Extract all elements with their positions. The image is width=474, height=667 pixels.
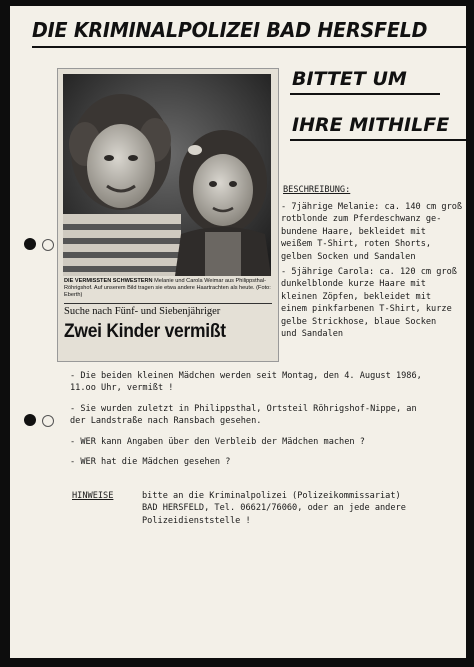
- bullet-line: - WER kann Angaben über den Verbleib der Mädchen machen ?: [70, 436, 365, 447]
- photo-credit: (Foto: Eberth): [64, 285, 271, 298]
- bullet-item: [70, 456, 422, 468]
- description-line: gelben Socken und Sandalen: [281, 251, 416, 262]
- title-underline: [32, 46, 466, 48]
- hints-line: bitte an die Kriminalpolizei (Polizeikommissariat): [142, 491, 401, 501]
- bullet-item: [70, 403, 422, 428]
- description-line: - 5jährige Carola: ca. 120 cm groß: [281, 267, 457, 278]
- bullet-line: - Sie wurden zuletzt in Philippsthal, Ortsteil Röhrigshof-Nippe, an: [70, 403, 417, 414]
- title-line-2-underline: [290, 93, 440, 95]
- description-line: einem pinkfarbenen T-Shirt, kurze: [281, 304, 452, 315]
- description-line: bundene Haare, bekleidet mit: [281, 226, 426, 237]
- description-line: weißem T-Shirt, roten Shorts,: [281, 239, 432, 250]
- hints-line: BAD HERSFELD, Tel. 06621/76060, oder an jede andere: [142, 503, 406, 514]
- title-line-2: BITTET UM: [292, 68, 407, 90]
- punch-hole: [42, 415, 54, 427]
- title-line-3: IHRE MITHILFE: [292, 114, 450, 136]
- description-line: dunkelblonde kurze Haare mit: [281, 279, 426, 290]
- description-line: kleinen Zöpfen, bekleidet mit: [281, 291, 432, 302]
- photo-caption: [64, 278, 274, 299]
- police-notice-page: [10, 6, 466, 658]
- missing-sisters-photo: [63, 74, 271, 276]
- bullet-item: [70, 370, 422, 395]
- description-heading: BESCHREIBUNG:: [283, 185, 351, 195]
- title-line-1: DIE KRIMINALPOLIZEI BAD HERSFELD: [32, 18, 428, 42]
- bullet-line: 11.oo Uhr, vermißt !: [70, 383, 174, 394]
- sisters-photo-image: [63, 74, 271, 276]
- bullet-line: - WER hat die Mädchen gesehen ?: [70, 457, 231, 468]
- hints-line: Polizeidienststelle !: [142, 515, 251, 526]
- title-line-3-underline: [290, 139, 466, 141]
- description-line: gelbe Strickhose, blaue Socken: [281, 316, 437, 327]
- clipping-subhead: Suche nach Fünf- und Siebenjähriger: [64, 306, 221, 317]
- punch-hole: [24, 238, 36, 250]
- punch-hole: [42, 239, 54, 251]
- bullet-item: [70, 436, 422, 448]
- punch-hole: [24, 414, 36, 426]
- description-line: und Sandalen: [281, 329, 344, 340]
- caption-head: DIE VERMISSTEN SCHWESTERN: [64, 278, 153, 284]
- description-block: [281, 201, 462, 340]
- newspaper-clipping: [57, 68, 279, 362]
- caption-text: Melanie und Carola Weimar aus Philippsthal-Röhrigshof. Auf unserem Bild tragen sie etwa andere Haartrachten als heute.: [64, 278, 266, 291]
- hints-block: [142, 490, 406, 527]
- description-line: - 7jährige Melanie: ca. 140 cm groß: [281, 202, 463, 212]
- notice-bullets: [70, 370, 422, 468]
- clipping-rule: [64, 303, 272, 304]
- hints-label: HINWEISE: [72, 491, 114, 501]
- description-line: rotblonde zum Pferdeschwanz ge-: [281, 214, 442, 225]
- bullet-line: - Die beiden kleinen Mädchen werden seit Montag, den 4. August 1986,: [70, 371, 422, 381]
- bullet-line: der Landstraße nach Ransbach gesehen.: [70, 416, 262, 427]
- clipping-headline: Zwei Kinder vermißt: [64, 321, 226, 342]
